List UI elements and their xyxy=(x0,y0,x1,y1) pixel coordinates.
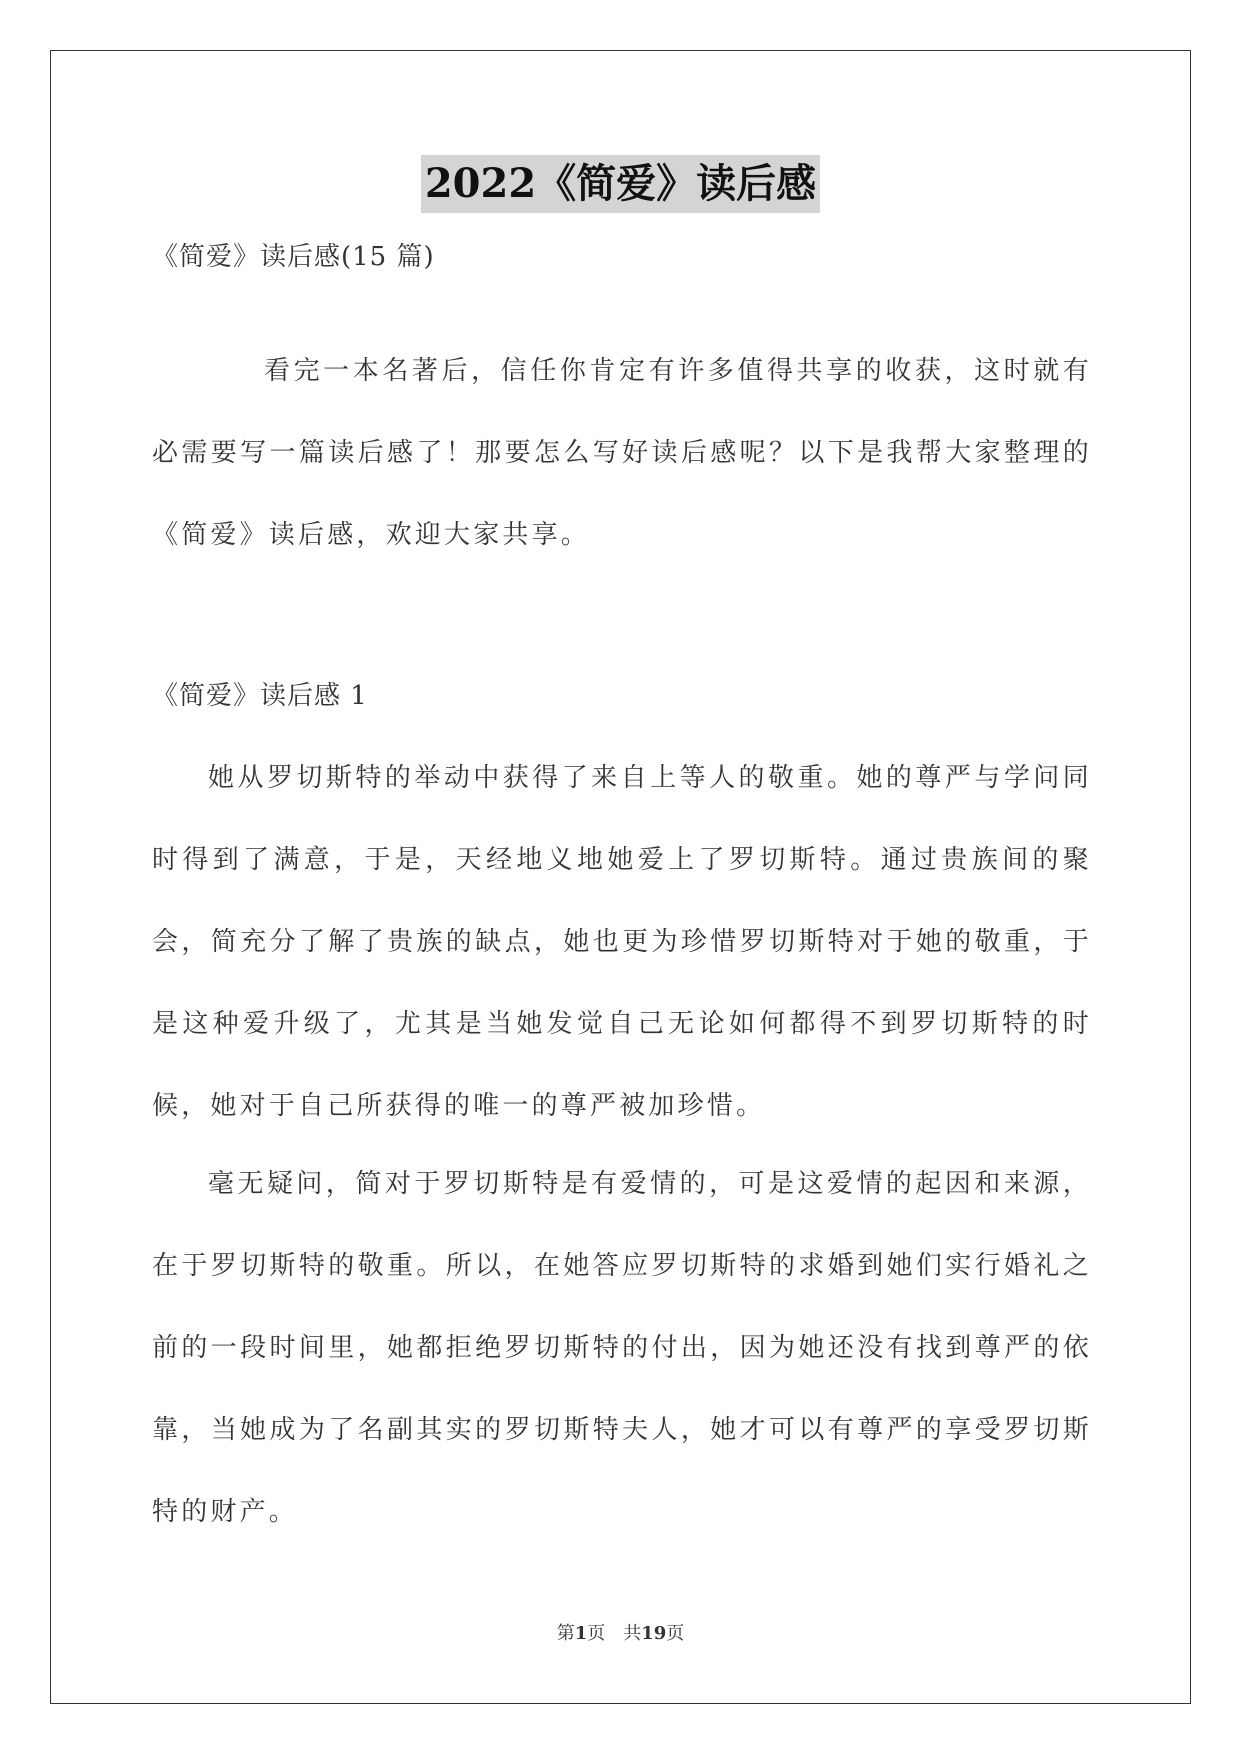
footer-suffix: 页 xyxy=(666,1623,685,1644)
document-title: 2022《简爱》读后感 xyxy=(421,155,820,213)
page-footer xyxy=(0,1622,1241,1646)
footer-total-pages: 19 xyxy=(641,1623,667,1644)
body-paragraph-1: 她从罗切斯特的举动中获得了来自上等人的敬重。她的尊严与学问同时得到了满意，于是，天经地义地她爱上了罗切斯特。通过贵族间的聚会，简充分了解了贵族的缺点，她也更为珍惜罗切斯特对于她的敬重，于是这种爱升级了，尤其是当她发觉自己无论如何都得不到罗切斯特的时候，她对于自己所获得的唯一的尊严被加珍惜。 xyxy=(152,763,1092,1121)
footer-prefix: 第 xyxy=(556,1623,575,1644)
body-paragraph-2: 毫无疑问，简对于罗切斯特是有爱情的，可是这爱情的起因和来源，在于罗切斯特的敬重。所以，在她答应罗切斯特的求婚到她们实行婚礼之前的一段时间里，她都拒绝罗切斯特的付出，因为她还没有找到尊严的依靠，当她成为了名副其实的罗切斯特夫人，她才可以有尊严的享受罗切斯特的财产。 xyxy=(152,1169,1092,1527)
title-container xyxy=(0,155,1241,213)
section-heading: 《简爱》读后感 1 xyxy=(152,681,368,711)
footer-current-page: 1 xyxy=(574,1623,588,1644)
footer-middle: 页 共 xyxy=(587,1623,642,1644)
document-subtitle: 《简爱》读后感(15 篇) xyxy=(152,242,435,272)
intro-paragraph: 看完一本名著后，信任你肯定有许多值得共享的收获，这时就有必需要写一篇读后感了！那要怎么写好读后感呢？以下是我帮大家整理的《简爱》读后感，欢迎大家共享。 xyxy=(152,356,1092,550)
